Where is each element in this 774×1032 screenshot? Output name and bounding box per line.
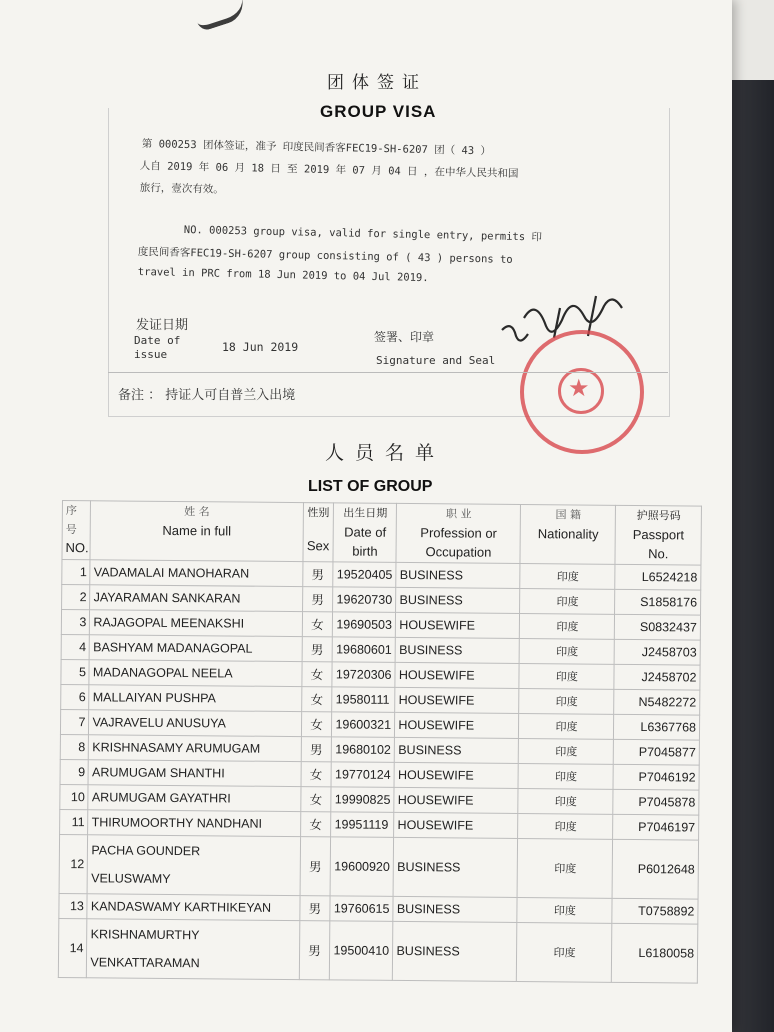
row-no: 14: [58, 918, 87, 977]
row-sex: 女: [301, 662, 332, 687]
row-name-line-2: VENKATTARAMAN: [90, 955, 200, 971]
row-dob: 19760615: [330, 896, 393, 922]
title-en: GROUP VISA: [320, 102, 437, 121]
signature-label-cn: 签署、印章: [374, 330, 435, 344]
row-passport: N5482272: [614, 689, 700, 715]
row-occupation: HOUSEWIFE: [395, 712, 519, 738]
row-dob: 19600920: [330, 837, 393, 897]
row-occupation: BUSINESS: [396, 637, 520, 663]
row-sex: 女: [300, 812, 331, 837]
row-no: 4: [61, 634, 90, 659]
row-occupation: HOUSEWIFE: [396, 612, 520, 638]
row-passport: P7046197: [613, 814, 699, 840]
row-name: KANDASWAMY KARTHIKEYAN: [87, 894, 299, 921]
row-name: [88, 835, 301, 896]
row-occupation: HOUSEWIFE: [394, 812, 518, 838]
visa-en-line-2: 度民间香客FEC19-SH-6207 group consisting of ( 43 ) persons to: [137, 245, 513, 266]
row-no: 2: [62, 585, 91, 610]
table-row: [59, 834, 698, 899]
row-nationality: 印度: [520, 614, 615, 640]
row-name-line-2: VELUSWAMY: [91, 871, 171, 886]
row-occupation: BUSINESS: [396, 587, 520, 613]
table-header-row: [62, 501, 701, 566]
list-title-en: LIST OF GROUP: [308, 478, 433, 495]
row-name: THIRUMOORTHY NANDHANI: [88, 810, 300, 837]
header-dob-en-2: birth: [352, 543, 378, 559]
row-occupation: HOUSEWIFE: [395, 662, 519, 688]
row-name: MADANAGOPAL NEELA: [89, 660, 301, 687]
row-nationality: 印度: [517, 838, 613, 898]
row-nationality: 印度: [520, 638, 615, 664]
header-no-cn: 序号: [65, 504, 77, 537]
row-name-line-1: PACHA GOUNDER: [91, 843, 201, 859]
row-sex: 男: [302, 562, 333, 587]
row-dob: 19580111: [332, 687, 395, 713]
header-occ-cn: 职 业: [445, 507, 472, 521]
header-dob-cn: 出生日期: [343, 506, 388, 520]
row-sex: 男: [301, 737, 332, 762]
row-occupation: BUSINESS: [393, 837, 518, 897]
row-dob: 19680601: [333, 637, 396, 663]
header-nationality: [520, 505, 616, 565]
row-nationality: 印度: [518, 788, 613, 814]
row-passport: J2458703: [615, 639, 701, 665]
header-no: [62, 501, 91, 560]
row-occupation: BUSINESS: [393, 921, 518, 981]
row-nationality: 印度: [517, 922, 613, 982]
row-sex: 女: [300, 787, 331, 812]
row-nationality: 印度: [519, 663, 614, 689]
row-passport: S0832437: [615, 614, 701, 640]
row-sex: 女: [302, 612, 333, 637]
row-no: 1: [62, 560, 91, 585]
row-sex: 男: [302, 587, 333, 612]
row-name: ARUMUGAM SHANTHI: [88, 760, 300, 787]
header-name-cn: 姓 名: [184, 505, 210, 519]
row-sex: 男: [299, 921, 330, 980]
header-no-en: NO.: [65, 540, 89, 556]
row-dob: 19951119: [331, 812, 394, 838]
group-list-table: [58, 500, 702, 984]
row-sex: 男: [302, 637, 333, 662]
row-name: VAJRAVELU ANUSUYA: [89, 710, 301, 737]
official-seal: [520, 330, 644, 454]
row-no: 10: [60, 784, 89, 809]
row-nationality: 印度: [520, 564, 615, 590]
row-name: [87, 919, 300, 980]
header-dob-en-1: Date of: [344, 524, 387, 540]
row-nationality: 印度: [519, 688, 614, 714]
row-passport: P7046192: [613, 764, 699, 790]
row-occupation: HOUSEWIFE: [394, 787, 518, 813]
row-dob: 19500410: [330, 921, 393, 981]
row-nationality: 印度: [518, 763, 613, 789]
row-name-line-1: KRISHNAMURTHY: [90, 927, 200, 943]
row-name: BASHYAM MADANAGOPAL: [90, 635, 302, 662]
row-nationality: 印度: [519, 738, 614, 764]
row-occupation: BUSINESS: [393, 896, 517, 922]
issue-date: 18 Jun 2019: [222, 340, 299, 354]
row-no: 3: [61, 610, 90, 635]
row-occupation: HOUSEWIFE: [394, 762, 518, 788]
row-no: 6: [61, 684, 90, 709]
remark: 备注 ： 持证人可自普兰入出境: [118, 388, 296, 403]
row-no: 7: [60, 709, 89, 734]
row-dob: 19770124: [331, 762, 394, 788]
row-no: 12: [59, 834, 88, 893]
issue-label-en-2: issue: [134, 348, 168, 361]
row-nationality: 印度: [519, 713, 614, 739]
table-row: [58, 918, 697, 983]
row-passport: L6180058: [612, 923, 698, 983]
row-sex: 女: [301, 712, 332, 737]
visa-cn-line-3: 旅行，壹次有效。: [139, 181, 224, 196]
row-passport: P7045877: [614, 739, 700, 765]
visa-cn-line-2: 人自 2019 年 06 月 18 日 至 2019 年 07 月 04 日 ，在中华人民共和国: [139, 159, 519, 180]
signature-label-en: Signature and Seal: [376, 354, 496, 367]
issue-label-en-1: Date of: [134, 334, 181, 347]
row-occupation: BUSINESS: [396, 562, 520, 588]
row-occupation: HOUSEWIFE: [395, 687, 519, 713]
visa-en-line-3: travel in PRC from 18 Jun 2019 to 04 Jul 2019.: [137, 266, 429, 285]
row-dob: 19720306: [332, 662, 395, 688]
row-passport: L6524218: [615, 564, 701, 590]
header-nat-en: Nationality: [537, 526, 599, 542]
header-sex: [303, 503, 334, 562]
row-name: JAYARAMAN SANKARAN: [90, 585, 302, 612]
row-no: 13: [59, 893, 88, 918]
row-name: VADAMALAI MANOHARAN: [90, 560, 302, 587]
row-passport: P6012648: [612, 839, 698, 899]
row-no: 11: [60, 809, 89, 834]
header-dob: [333, 503, 396, 563]
row-dob: 19990825: [331, 787, 394, 813]
row-sex: 女: [301, 687, 332, 712]
row-no: 8: [60, 734, 89, 759]
header-sex-cn: 性别: [307, 506, 330, 520]
row-passport: T0758892: [612, 898, 698, 924]
row-sex: 男: [299, 896, 330, 921]
row-nationality: 印度: [517, 897, 612, 923]
row-nationality: 印度: [520, 589, 615, 615]
row-no: 9: [60, 759, 89, 784]
row-passport: P7045878: [613, 789, 699, 815]
row-sex: 男: [300, 837, 331, 896]
row-occupation: BUSINESS: [395, 737, 519, 763]
header-pp-en-1: Passport: [632, 526, 685, 543]
row-no: 5: [61, 659, 90, 684]
row-passport: S1858176: [615, 589, 701, 615]
row-name: MALLAIYAN PUSHPA: [89, 685, 301, 712]
row-name: RAJAGOPAL MEENAKSHI: [90, 610, 302, 637]
visa-cn-line-1: 第 000253 团体签证，准予 印度民间香客FEC19-SH-6207 团（ 43 ）: [141, 137, 492, 158]
header-pp-cn: 护照号码: [636, 509, 681, 523]
star-icon: ★: [568, 374, 590, 402]
header-occupation: [396, 503, 521, 563]
ink-mark: [194, 0, 248, 32]
remark-divider: [108, 372, 668, 373]
visa-en-line-1: NO. 000253 group visa, valid for single entry, permits 印: [183, 223, 543, 244]
row-dob: 19600321: [332, 712, 395, 738]
row-name: ARUMUGAM GAYATHRI: [88, 785, 300, 812]
row-sex: 女: [301, 762, 332, 787]
issue-label-cn: 发证日期: [136, 318, 189, 333]
header-sex-en: Sex: [306, 538, 330, 554]
header-passport: [615, 505, 701, 565]
row-dob: 19620730: [333, 587, 396, 613]
header-nat-cn: 国 籍: [555, 508, 582, 522]
row-nationality: 印度: [518, 813, 613, 839]
row-dob: 19520405: [333, 562, 396, 588]
row-passport: J2458702: [614, 664, 700, 690]
header-name: [90, 501, 303, 562]
header-occ-en-2: Occupation: [425, 544, 492, 560]
title-cn: 团体签证: [327, 73, 427, 93]
row-dob: 19690503: [333, 612, 396, 638]
row-dob: 19680102: [332, 737, 395, 763]
list-title-cn: 人员名单: [325, 442, 446, 464]
row-name: KRISHNASAMY ARUMUGAM: [89, 735, 301, 762]
header-occ-en-1: Profession or: [420, 525, 497, 541]
header-name-en: Name in full: [162, 522, 232, 539]
row-passport: L6367768: [614, 714, 700, 740]
header-pp-en-2: No.: [648, 546, 669, 562]
